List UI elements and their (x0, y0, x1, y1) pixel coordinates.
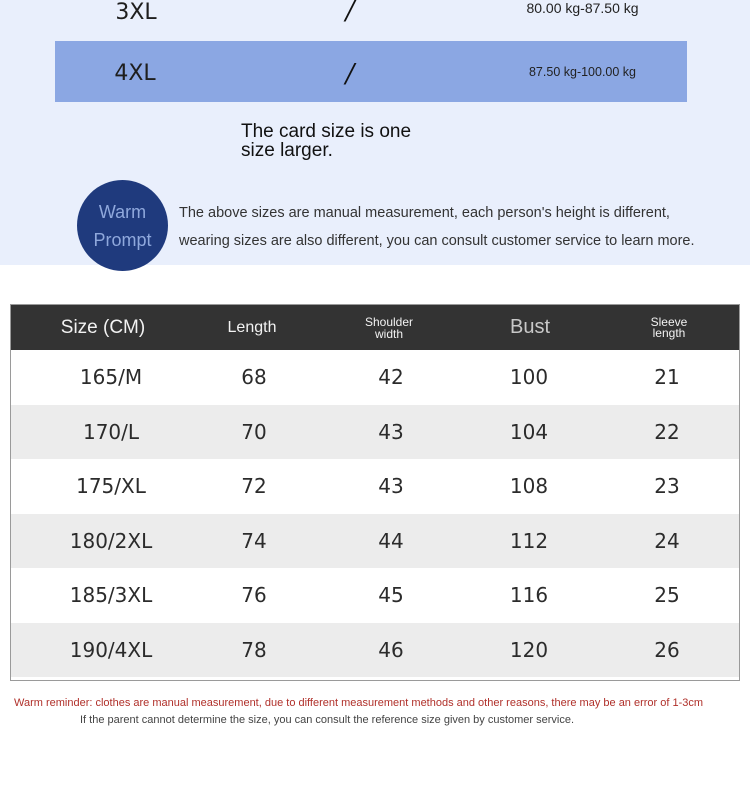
weight-row-4xl (55, 41, 687, 102)
size-chart-table (10, 304, 740, 681)
cell-size: 190/4XL (69, 637, 153, 662)
header-shoulder-line-2: width (374, 326, 403, 341)
cell-shoulder: 46 (378, 637, 404, 662)
weight-row-3xl (0, 0, 750, 38)
cell-size: 180/2XL (69, 528, 153, 553)
cell-sleeve: 26 (654, 637, 680, 662)
header-size: Size (CM) (60, 316, 146, 338)
cell-shoulder: 45 (378, 583, 404, 607)
header-shoulder-width (329, 305, 449, 350)
cell-length: 78 (241, 637, 267, 662)
table-row (11, 350, 739, 405)
warm-badge-line-1: Warm (98, 202, 147, 222)
header-sleeve-line-1: Sleeve (650, 314, 688, 329)
cell-shoulder: 43 (378, 474, 404, 498)
header-sleeve-length (609, 305, 729, 350)
cell-size: 175/XL (76, 474, 146, 498)
weight-row-size: 4XL (114, 61, 156, 86)
warm-prompt-badge (77, 180, 168, 271)
warm-prompt-text-1: The above sizes are manual measurement, each person's height is different, (179, 205, 670, 221)
warm-badge-line-2: Prompt (93, 230, 152, 250)
header-bust: Bust (509, 316, 551, 338)
weight-size-panel (0, 0, 750, 265)
cell-sleeve: 23 (654, 474, 680, 498)
cell-length: 76 (241, 583, 267, 607)
cell-sleeve: 21 (654, 365, 680, 389)
card-note-line-1: The card size is one (241, 121, 412, 142)
warm-prompt-text-2: wearing sizes are also different, you can consult customer service to learn more. (179, 233, 695, 249)
table-row (11, 514, 739, 569)
table-row (11, 568, 739, 623)
weight-row-size: 3XL (115, 0, 157, 25)
table-row (11, 405, 739, 460)
header-sleeve-line-2: length (652, 325, 686, 340)
cell-bust: 104 (509, 419, 549, 444)
cell-size: 185/3XL (69, 583, 153, 607)
cell-shoulder: 43 (378, 419, 404, 444)
cell-shoulder: 42 (378, 365, 404, 389)
weight-row-separator: / (345, 59, 355, 89)
weight-row-weight: 80.00 kg-87.50 kg (526, 0, 639, 16)
header-length: Length (227, 318, 277, 336)
cell-bust: 100 (509, 365, 549, 389)
cell-sleeve: 24 (654, 528, 680, 553)
cell-sleeve: 25 (654, 583, 680, 607)
weight-row-separator: / (345, 0, 355, 26)
cell-shoulder: 44 (378, 528, 404, 553)
cell-bust: 116 (509, 583, 549, 607)
table-header (11, 305, 739, 350)
cell-length: 68 (241, 365, 267, 389)
cell-sleeve: 22 (654, 419, 680, 444)
cell-length: 72 (241, 474, 267, 498)
cell-bust: 108 (509, 474, 549, 498)
table-row (11, 623, 739, 678)
cell-bust: 120 (509, 637, 549, 662)
cell-size: 165/M (79, 365, 143, 389)
card-note-line-2: size larger. (241, 140, 333, 161)
header-shoulder-line-1: Shoulder (364, 314, 414, 329)
consult-reminder-text: If the parent cannot determine the size, you can consult the reference size given by customer service. (80, 714, 575, 726)
cell-bust: 112 (509, 528, 549, 553)
warm-reminder-text: Warm reminder: clothes are manual measurement, due to different measurement methods and other reasons, there may be an error of 1-3cm (14, 697, 704, 709)
card-size-note (241, 122, 461, 160)
cell-length: 70 (241, 419, 267, 444)
cell-length: 74 (241, 528, 267, 553)
cell-size: 170/L (82, 419, 140, 444)
table-row (11, 459, 739, 514)
weight-row-weight: 87.50 kg-100.00 kg (528, 65, 637, 79)
